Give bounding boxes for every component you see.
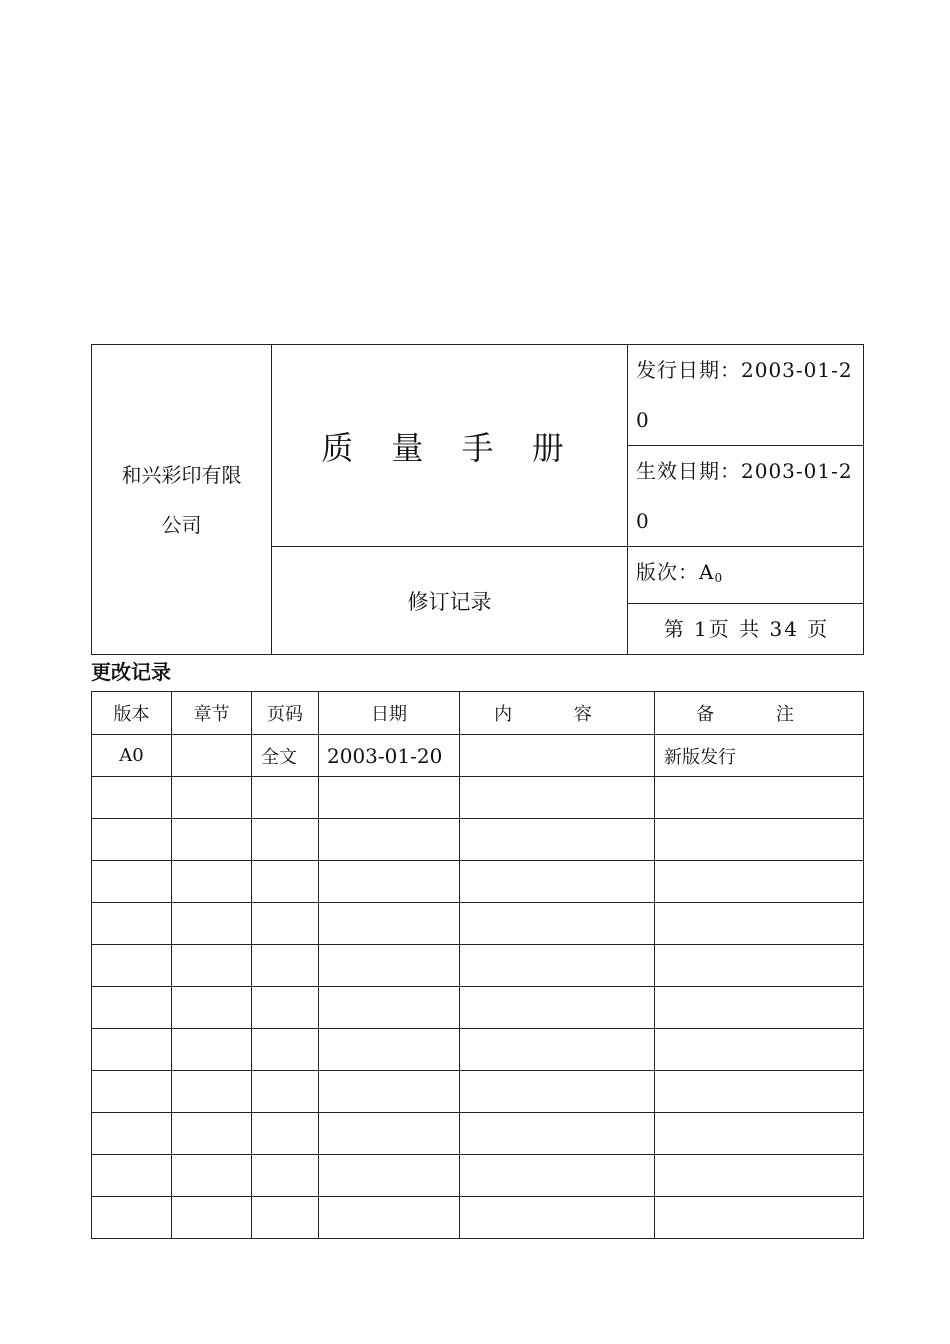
document-header bbox=[91, 344, 864, 655]
version-cell bbox=[92, 819, 172, 861]
issue-date: 发行日期：2003-01-20 bbox=[628, 345, 864, 446]
table-row bbox=[92, 1155, 864, 1197]
page-cell bbox=[252, 1155, 319, 1197]
version-cell bbox=[92, 903, 172, 945]
date-cell bbox=[319, 903, 460, 945]
table-row bbox=[92, 1071, 864, 1113]
remarks-cell bbox=[655, 777, 864, 819]
page-cell bbox=[252, 819, 319, 861]
page-cell bbox=[252, 1029, 319, 1071]
version-cell bbox=[92, 1155, 172, 1197]
date-cell bbox=[319, 1113, 460, 1155]
edition bbox=[628, 547, 864, 604]
chapter-cell bbox=[172, 1155, 252, 1197]
column-header-remarks: 备 注 bbox=[655, 692, 864, 735]
page-cell: 全文 bbox=[252, 735, 319, 777]
date-cell bbox=[319, 1155, 460, 1197]
page-cell bbox=[252, 945, 319, 987]
remarks-cell bbox=[655, 945, 864, 987]
company-name bbox=[92, 345, 272, 655]
remarks-cell bbox=[655, 903, 864, 945]
change-log-heading: 更改记录 bbox=[91, 660, 171, 684]
table-row bbox=[92, 819, 864, 861]
content-cell bbox=[460, 945, 655, 987]
column-header-date: 日期 bbox=[319, 692, 460, 735]
column-header-chapter: 章节 bbox=[172, 692, 252, 735]
page-cell bbox=[252, 777, 319, 819]
column-header-content: 内 容 bbox=[460, 692, 655, 735]
chapter-cell bbox=[172, 1071, 252, 1113]
table-row bbox=[92, 1197, 864, 1239]
date-cell bbox=[319, 987, 460, 1029]
chapter-cell bbox=[172, 987, 252, 1029]
date-cell bbox=[319, 1071, 460, 1113]
chapter-cell bbox=[172, 861, 252, 903]
page-cell bbox=[252, 1113, 319, 1155]
table-row bbox=[92, 777, 864, 819]
page-cell bbox=[252, 1071, 319, 1113]
content-cell bbox=[460, 1029, 655, 1071]
version-cell bbox=[92, 861, 172, 903]
table-row bbox=[92, 1113, 864, 1155]
column-header-page: 页码 bbox=[252, 692, 319, 735]
remarks-cell bbox=[655, 1071, 864, 1113]
date-cell bbox=[319, 1029, 460, 1071]
table-row bbox=[92, 945, 864, 987]
date-cell bbox=[319, 945, 460, 987]
content-cell bbox=[460, 903, 655, 945]
table-row bbox=[92, 987, 864, 1029]
table-row bbox=[92, 903, 864, 945]
chapter-cell bbox=[172, 819, 252, 861]
chapter-cell bbox=[172, 735, 252, 777]
page-cell bbox=[252, 903, 319, 945]
remarks-cell bbox=[655, 1197, 864, 1239]
page-cell bbox=[252, 1197, 319, 1239]
content-cell bbox=[460, 861, 655, 903]
change-log-header-row bbox=[92, 692, 864, 735]
chapter-cell bbox=[172, 1029, 252, 1071]
version-cell bbox=[92, 1029, 172, 1071]
column-header-version: 版本 bbox=[92, 692, 172, 735]
document-title: 质 量 手 册 bbox=[272, 345, 628, 547]
date-cell bbox=[319, 819, 460, 861]
content-cell bbox=[460, 987, 655, 1029]
chapter-cell bbox=[172, 903, 252, 945]
company-name-line1: 和兴彩印有限 bbox=[121, 462, 242, 487]
version-cell bbox=[92, 945, 172, 987]
content-cell bbox=[460, 735, 655, 777]
page-cell bbox=[252, 861, 319, 903]
date-cell bbox=[319, 1197, 460, 1239]
chapter-cell bbox=[172, 1197, 252, 1239]
version-cell bbox=[92, 777, 172, 819]
content-cell bbox=[460, 1071, 655, 1113]
content-cell bbox=[460, 1113, 655, 1155]
chapter-cell bbox=[172, 777, 252, 819]
version-cell: A0 bbox=[92, 735, 172, 777]
remarks-cell: 新版发行 bbox=[655, 735, 864, 777]
table-row bbox=[92, 1029, 864, 1071]
company-name-line2: 公司 bbox=[161, 512, 202, 537]
remarks-cell bbox=[655, 1155, 864, 1197]
version-cell bbox=[92, 1113, 172, 1155]
version-cell bbox=[92, 1197, 172, 1239]
content-cell bbox=[460, 819, 655, 861]
remarks-cell bbox=[655, 819, 864, 861]
content-cell bbox=[460, 1155, 655, 1197]
remarks-cell bbox=[655, 1029, 864, 1071]
effective-date: 生效日期：2003-01-20 bbox=[628, 446, 864, 547]
page-cell bbox=[252, 987, 319, 1029]
content-cell bbox=[460, 777, 655, 819]
remarks-cell bbox=[655, 987, 864, 1029]
table-row bbox=[92, 735, 864, 777]
revision-record-label: 修订记录 bbox=[272, 547, 628, 655]
date-cell: 2003-01-20 bbox=[319, 735, 460, 777]
remarks-cell bbox=[655, 1113, 864, 1155]
version-cell bbox=[92, 987, 172, 1029]
edition-subscript: 0 bbox=[714, 571, 724, 585]
change-log-table bbox=[91, 691, 864, 1239]
table-row bbox=[92, 861, 864, 903]
date-cell bbox=[319, 777, 460, 819]
date-cell bbox=[319, 861, 460, 903]
chapter-cell bbox=[172, 1113, 252, 1155]
chapter-cell bbox=[172, 945, 252, 987]
remarks-cell bbox=[655, 861, 864, 903]
version-cell bbox=[92, 1071, 172, 1113]
page-info: 第 1页 共 34 页 bbox=[628, 604, 864, 655]
edition-label: 版次：A bbox=[636, 560, 715, 584]
content-cell bbox=[460, 1197, 655, 1239]
